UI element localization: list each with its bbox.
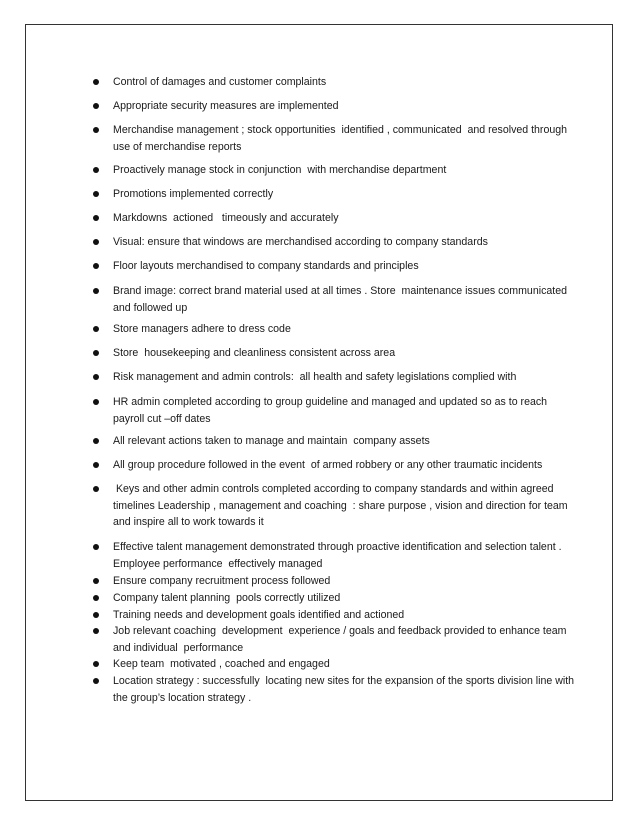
- list-item-text: Merchandise management ; stock opportunities identified , communicated and resolved through use of merchandise reports: [113, 124, 570, 153]
- bullet-icon: [93, 374, 99, 380]
- list-item-text: Store managers adhere to dress code: [113, 323, 291, 335]
- bullet-icon: [93, 462, 99, 468]
- bullet-icon: [93, 678, 99, 684]
- bullet-icon: [93, 326, 99, 332]
- list-item-text: Training needs and development goals identified and actioned: [113, 609, 405, 621]
- list-item-text: Brand image: correct brand material used at all times . Store maintenance issues communicated and followed up: [113, 285, 570, 314]
- list-item-text: Store housekeeping and cleanliness consistent across area: [113, 347, 396, 359]
- list-item-text: All relevant actions taken to manage and maintain company assets: [113, 435, 430, 447]
- bullet-icon: [93, 215, 99, 221]
- bullet-icon: [93, 239, 99, 245]
- list-item-text: Risk management and admin controls: all health and safety legislations complied with: [113, 371, 517, 383]
- list-item-text: Ensure company recruitment process followed: [113, 575, 331, 587]
- list-item-text: Company talent planning pools correctly utilized: [113, 592, 341, 604]
- bullet-icon: [93, 612, 99, 618]
- list-item-text: Control of damages and customer complaints: [113, 76, 327, 88]
- list-item-text: Appropriate security measures are implemented: [113, 100, 339, 112]
- bullet-icon: [93, 350, 99, 356]
- list-item-text: HR admin completed according to group guideline and managed and updated so as to reach payroll cut –off dates: [113, 396, 550, 425]
- bullet-icon: [93, 399, 99, 405]
- bullet-icon: [93, 79, 99, 85]
- list-item-text: Location strategy : successfully locating new sites for the expansion of the sports division line with the group’s location strategy .: [113, 675, 578, 704]
- list-item-text: All group procedure followed in the event of armed robbery or any other traumatic incidents: [113, 459, 543, 471]
- bullet-icon: [93, 438, 99, 444]
- bullet-icon: [93, 288, 99, 294]
- bullet-icon: [93, 191, 99, 197]
- bullet-icon: [93, 127, 99, 133]
- bullet-icon: [93, 544, 99, 550]
- list-item-text: Visual: ensure that windows are merchandised according to company standards: [113, 236, 488, 248]
- bullet-icon: [93, 167, 99, 173]
- list-item-text: Markdowns actioned timeously and accurately: [113, 212, 339, 224]
- list-item-text: Keep team motivated , coached and engaged: [113, 658, 330, 670]
- bullet-icon: [93, 263, 99, 269]
- list-item-text: Job relevant coaching development experience / goals and feedback provided to enhance team and individual performance: [113, 625, 570, 654]
- list-item-text: Effective talent management demonstrated through proactive identification and selection talent . Employee performance effectively managed: [113, 541, 565, 570]
- list-item-text: Floor layouts merchandised to company standards and principles: [113, 260, 419, 272]
- bullet-icon: [93, 578, 99, 584]
- bullet-icon: [93, 628, 99, 634]
- list-item-text: Promotions implemented correctly: [113, 188, 274, 200]
- list-item-text: Proactively manage stock in conjunction with merchandise department: [113, 164, 447, 176]
- bullet-icon: [93, 103, 99, 109]
- bullet-icon: [93, 661, 99, 667]
- bullet-icon: [93, 595, 99, 601]
- list-item-text: Keys and other admin controls completed according to company standards and within agreed timelines Leadership , management and coaching : share purpose , vision and direction for team and inspire all to work towards it: [113, 483, 571, 528]
- bullet-icon: [93, 486, 99, 492]
